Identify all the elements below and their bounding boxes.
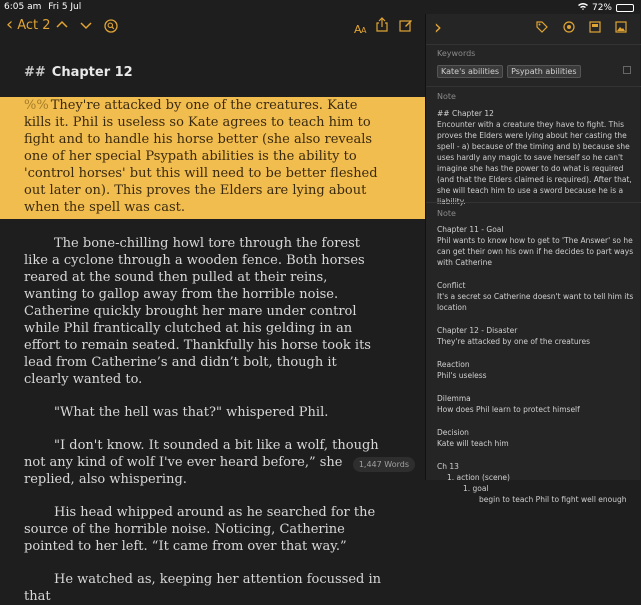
previous-document-button[interactable] <box>56 16 68 35</box>
keyword-list <box>437 65 581 78</box>
outline-heading: Chapter 11 - Goal <box>437 225 504 234</box>
heading-marker: ## <box>24 65 46 80</box>
target-icon[interactable] <box>563 18 575 37</box>
chapter-heading <box>24 64 384 81</box>
paragraph: His head whipped around as he searched for the source of the horrible noise. Noticing, Catherine pointed to her left. “It came from over that way.” <box>24 505 376 554</box>
outline-heading: Decision <box>437 428 469 437</box>
outline-item: 1. action (scene) <box>447 473 510 482</box>
chapter-title: Chapter 12 <box>51 65 133 80</box>
outline-heading: Ch 13 <box>437 462 459 471</box>
outline-text: Kate will teach him <box>437 439 509 448</box>
outline-block <box>437 393 637 415</box>
tag-icon[interactable] <box>536 18 548 37</box>
outline-block <box>437 325 637 347</box>
note-text[interactable]: ## Chapter 12 Encounter with a creature they have to fight. This proves the Elders were lying about her casting the spell - a) because of the timing and b) because she uses hardly any magic to save herself so he can't imagine she has the power to do what is required (and that the Elders claimed is required). After that, she will teach him to use a sword because he is a <box>437 109 632 195</box>
search-icon[interactable] <box>104 18 118 37</box>
outline-block <box>437 359 637 381</box>
editor-text[interactable] <box>24 64 384 605</box>
battery-icon <box>616 4 634 12</box>
inline-comment[interactable] <box>0 97 425 219</box>
outline-heading: Conflict <box>437 281 466 290</box>
divider <box>426 86 641 87</box>
outline-text: It's a secret so Catherine doesn't want to tell him its location <box>437 292 634 312</box>
comment-marker: %% <box>24 98 49 113</box>
wifi-icon <box>578 2 588 13</box>
inspector-toolbar <box>426 14 641 40</box>
editor-toolbar <box>0 14 425 40</box>
status-bar <box>0 0 640 14</box>
outline-text: How does Phil learn to protect himself <box>437 405 580 414</box>
outline-block <box>437 280 637 313</box>
next-document-button[interactable] <box>80 16 92 35</box>
outline-heading: Dilemma <box>437 394 471 403</box>
image-icon[interactable] <box>615 18 627 37</box>
svg-text:A: A <box>354 23 362 36</box>
status-right <box>578 2 634 13</box>
paragraph: The bone-chilling howl tore through the forest like a cyclone through a wooden fence. Both horses reared at the sound then pulled at their reins, wanting to gallop away from the horrible noise. Catherine quickly brought her mare under control while Phil frantically clutched at his gelding in an effort to remain seated. Thankfully his horse took its lead from Catherine’s and didn’t bolt, though it clearly wanted to. <box>24 236 371 387</box>
document-icon[interactable] <box>589 18 601 37</box>
chevron-left-icon: ‹ <box>6 14 14 35</box>
keyword-tag[interactable]: Psypath abilities <box>507 65 580 78</box>
battery-percent: 72% <box>591 2 612 13</box>
divider <box>426 202 641 203</box>
outline-block <box>437 427 637 449</box>
outline-block <box>437 224 637 268</box>
status-date: Fri 5 Jul <box>48 2 82 12</box>
outline-text: Phil's useless <box>437 371 487 380</box>
paragraph: "I don't know. It sounded a bit like a wolf, though not any kind of wolf I've ever heard before,” she replied, also whispering. <box>24 438 379 487</box>
status-time-date <box>4 2 81 12</box>
note2-title: Note <box>437 209 456 218</box>
back-label: Act 2 <box>17 17 51 33</box>
outline-item: 1. goal <box>463 484 489 493</box>
svg-text:A: A <box>361 26 367 35</box>
paragraph: "What the hell was that?" whispered Phil. <box>54 405 329 420</box>
outline-text: Phil wants to know how to get to 'The Answer' so he can get their own his own if he decides to part ways with Catherine <box>437 236 634 267</box>
outline-heading: Reaction <box>437 360 470 369</box>
status-time: 6:05 am <box>4 2 42 12</box>
comment-text: They're attacked by one of the creatures. Kate kills it. Phil is useless so Kate agrees to teach him to fight and to handle his horse better (she also reveals one of her special Psypath abilities is the ability to 'control horses' but this will need to be better fleshed out later on). This proves the Elders are lying about when the spell was cast. <box>24 98 378 215</box>
outline-block <box>437 461 637 505</box>
share-icon[interactable] <box>376 17 388 36</box>
inspector-pane <box>425 14 640 504</box>
back-button[interactable] <box>6 14 51 35</box>
editor-pane <box>0 14 425 604</box>
chevron-right-icon[interactable]: › <box>434 15 442 39</box>
divider <box>426 44 641 45</box>
paragraph: He watched as, keeping her attention focussed in that <box>24 572 382 604</box>
add-keyword-icon[interactable] <box>623 66 631 74</box>
note-outline[interactable] <box>437 224 637 517</box>
outline-text: They're attacked by one of the creatures <box>437 337 591 346</box>
keyword-tag[interactable]: Kate's abilities <box>437 65 503 78</box>
note-title: Note <box>437 92 456 101</box>
keywords-title: Keywords <box>437 49 476 58</box>
text-format-icon[interactable] <box>354 19 368 38</box>
word-count[interactable]: 1,447 Words <box>353 457 415 472</box>
outline-item: begin to teach Phil to fight well enough <box>479 495 627 504</box>
compose-icon[interactable] <box>399 17 413 36</box>
outline-heading: Chapter 12 - Disaster <box>437 326 518 335</box>
